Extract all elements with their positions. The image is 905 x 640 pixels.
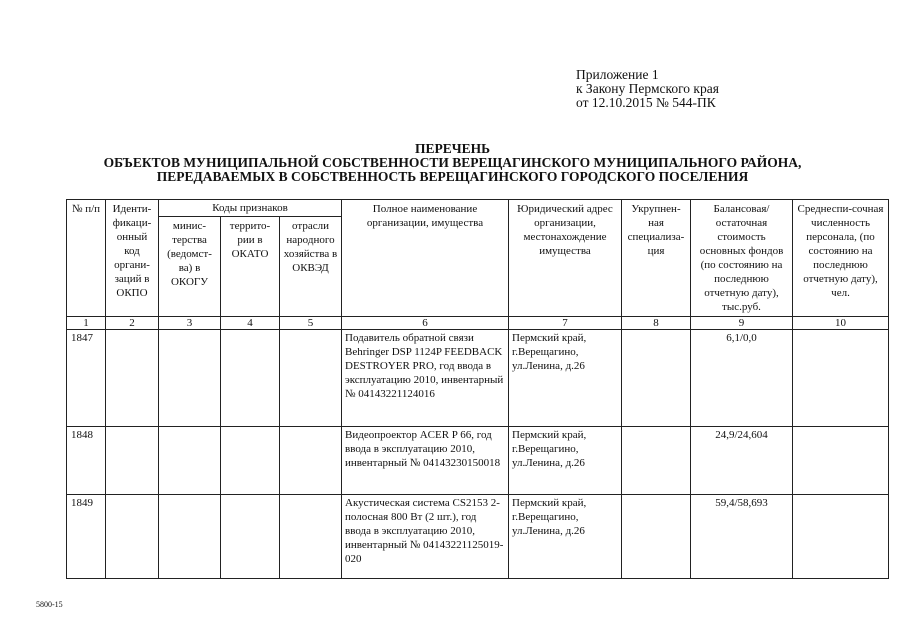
header-name: Полное наименование организации, имущества (342, 200, 509, 317)
header-category: Укрупнен-ная специализа-ция (622, 200, 691, 317)
annex-block (576, 68, 719, 110)
cell-staff (793, 330, 889, 427)
cell-balance: 24,9/24,604 (691, 427, 793, 495)
cell-okpo (106, 427, 159, 495)
header-staff: Среднеспи-сочная численность персонала, (по состоянию на последнюю отчетную дату), чел. (793, 200, 889, 317)
cell-name: Видеопроектор ACER P 66, год ввода в эксплуатацию 2010, инвентарный № 04143230150018 (342, 427, 509, 495)
header-num: № п/п (67, 200, 106, 317)
column-number: 8 (622, 317, 691, 330)
cell-okogu (159, 330, 221, 427)
column-number: 5 (280, 317, 342, 330)
cell-balance: 59,4/58,693 (691, 495, 793, 579)
annex-line-2: к Закону Пермского края (576, 81, 719, 96)
header-okved: отрасли народного хозяйства в ОКВЭД (280, 217, 342, 317)
header-okato: террито-рии в ОКАТО (221, 217, 280, 317)
cell-address: Пермский край, г.Верещагино, ул.Ленина, д.26 (509, 495, 622, 579)
cell-okpo (106, 495, 159, 579)
cell-address: Пермский край, г.Верещагино, ул.Ленина, д.26 (509, 330, 622, 427)
header-address: Юридический адрес организации, местонахождение имущества (509, 200, 622, 317)
annex-line-1: Приложение 1 (576, 67, 659, 82)
document-title (0, 142, 905, 184)
cell-name: Подавитель обратной связи Behringer DSP 1124P FEEDBACK DESTROYER PRO, год ввода в эксплуатацию 2010, инвентарный № 04143221124016 (342, 330, 509, 427)
table-row (67, 495, 889, 579)
column-number: 9 (691, 317, 793, 330)
column-number-row (67, 317, 889, 330)
table-row (67, 427, 889, 495)
title-line-1: ПЕРЕЧЕНЬ (414, 141, 491, 156)
cell-okato (221, 330, 280, 427)
cell-okogu (159, 495, 221, 579)
column-number: 6 (342, 317, 509, 330)
title-line-3: ПЕРЕДАВАЕМЫХ В СОБСТВЕННОСТЬ ВЕРЕЩАГИНСКОГО ГОРОДСКОГО ПОСЕЛЕНИЯ (156, 169, 749, 184)
cell-staff (793, 427, 889, 495)
column-number: 4 (221, 317, 280, 330)
row-number: 1848 (67, 427, 106, 495)
column-number: 3 (159, 317, 221, 330)
table-row (67, 330, 889, 427)
cell-address: Пермский край, г.Верещагино, ул.Ленина, д.26 (509, 427, 622, 495)
annex-line-3: от 12.10.2015 № 544-ПК (576, 95, 716, 110)
title-line-2: ОБЪЕКТОВ МУНИЦИПАЛЬНОЙ СОБСТВЕННОСТИ ВЕРЕЩАГИНСКОГО МУНИЦИПАЛЬНОГО РАЙОНА, (103, 155, 802, 170)
cell-okato (221, 495, 280, 579)
cell-okved (280, 495, 342, 579)
cell-balance: 6,1/0,0 (691, 330, 793, 427)
cell-okpo (106, 330, 159, 427)
header-okpo: Иденти-фикаци-онный код органи-заций в ОКПО (106, 200, 159, 317)
cell-okato (221, 427, 280, 495)
cell-okved (280, 427, 342, 495)
column-number: 1 (67, 317, 106, 330)
column-number: 2 (106, 317, 159, 330)
header-codes-group: Коды признаков (159, 200, 342, 217)
cell-staff (793, 495, 889, 579)
row-number: 1849 (67, 495, 106, 579)
cell-okogu (159, 427, 221, 495)
row-number: 1847 (67, 330, 106, 427)
header-okogu: минис-терства (ведомст-ва) в ОКОГУ (159, 217, 221, 317)
footer-code: 5800-15 (36, 600, 63, 609)
header-balance: Балансовая/ остаточная стоимость основных фондов (по состоянию на последнюю отчетную дату), тыс.руб. (691, 200, 793, 317)
column-number: 7 (509, 317, 622, 330)
cell-category (622, 495, 691, 579)
property-table (66, 199, 889, 579)
cell-name: Акустическая система CS2153 2-полосная 800 Вт (2 шт.), год ввода в эксплуатацию 2010, инвентарный № 04143221125019-020 (342, 495, 509, 579)
cell-category (622, 330, 691, 427)
cell-category (622, 427, 691, 495)
cell-okved (280, 330, 342, 427)
column-number: 10 (793, 317, 889, 330)
